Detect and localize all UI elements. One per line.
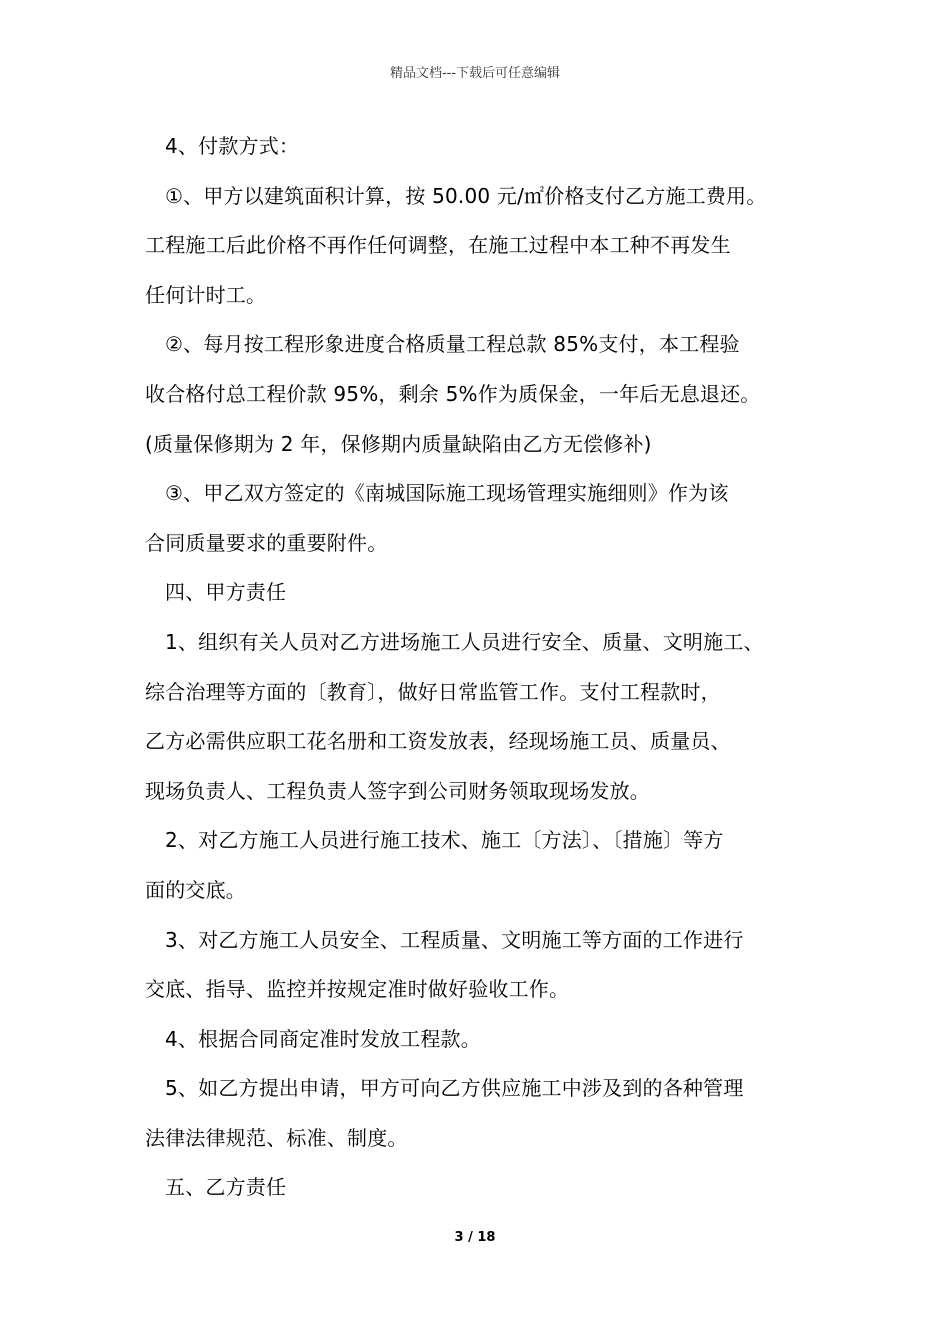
paragraph-line: 交底、指导、监控并按规定准时做好验收工作。 [145, 977, 570, 1002]
paragraph-line: ①、甲方以建筑面积计算，按 50.00 元/㎡价格支付乙方施工费用。 [165, 183, 767, 208]
paragraph-line: 合同质量要求的重要附件。 [145, 530, 388, 555]
paragraph-line: 任何计时工。 [145, 282, 267, 307]
paragraph-line: 综合治理等方面的〔教育〕，做好日常监管工作。支付工程款时， [145, 679, 721, 704]
paragraph-line: 3、对乙方施工人员安全、工程质量、文明施工等方面的工作进行 [165, 927, 744, 952]
paragraph-line: 面的交底。 [145, 877, 246, 902]
paragraph-line: 现场负责人、工程负责人签字到公司财务领取现场发放。 [145, 778, 650, 803]
page-number: 3 / 18 [454, 1230, 496, 1245]
paragraph-line: 工程施工后此价格不再作任何调整，在施工过程中本工种不再发生 [145, 233, 731, 258]
paragraph-line: 乙方必需供应职工花名册和工资发放表，经现场施工员、质量员、 [145, 729, 731, 754]
paragraph-line: (质量保修期为 2 年，保修期内质量缺陷由乙方无偿修补) [145, 431, 652, 456]
section-heading-payment-method: 4、付款方式： [165, 134, 300, 158]
paragraph-line: 1、组织有关人员对乙方进场施工人员进行安全、质量、文明施工、 [165, 629, 764, 654]
paragraph-line: 收合格付总工程价款 95%，剩余 5%作为质保金，一年后无息退还。 [145, 381, 761, 406]
paragraph-line: ③、甲乙双方签定的《南城国际施工现场管理实施细则》作为该 [165, 481, 729, 506]
paragraph-line: 4、根据合同商定准时发放工程款。 [165, 1026, 481, 1051]
section-heading-party-b: 五、乙方责任 [165, 1175, 287, 1200]
page-header: 精品文档---下载后可任意编辑 [389, 66, 561, 81]
section-heading-party-a: 四、甲方责任 [165, 580, 287, 605]
paragraph-line: 法律法律规范、标准、制度。 [145, 1125, 408, 1150]
paragraph-line: 5、如乙方提出申请，甲方可向乙方供应施工中涉及到的各种管理 [165, 1076, 744, 1101]
paragraph-line: 2、对乙方施工人员进行施工技术、施工〔方法〕、〔措施〕等方 [165, 828, 724, 853]
paragraph-line: ②、每月按工程形象进度合格质量工程总款 85%支付，本工程验 [165, 332, 740, 357]
document-body [145, 122, 825, 1213]
